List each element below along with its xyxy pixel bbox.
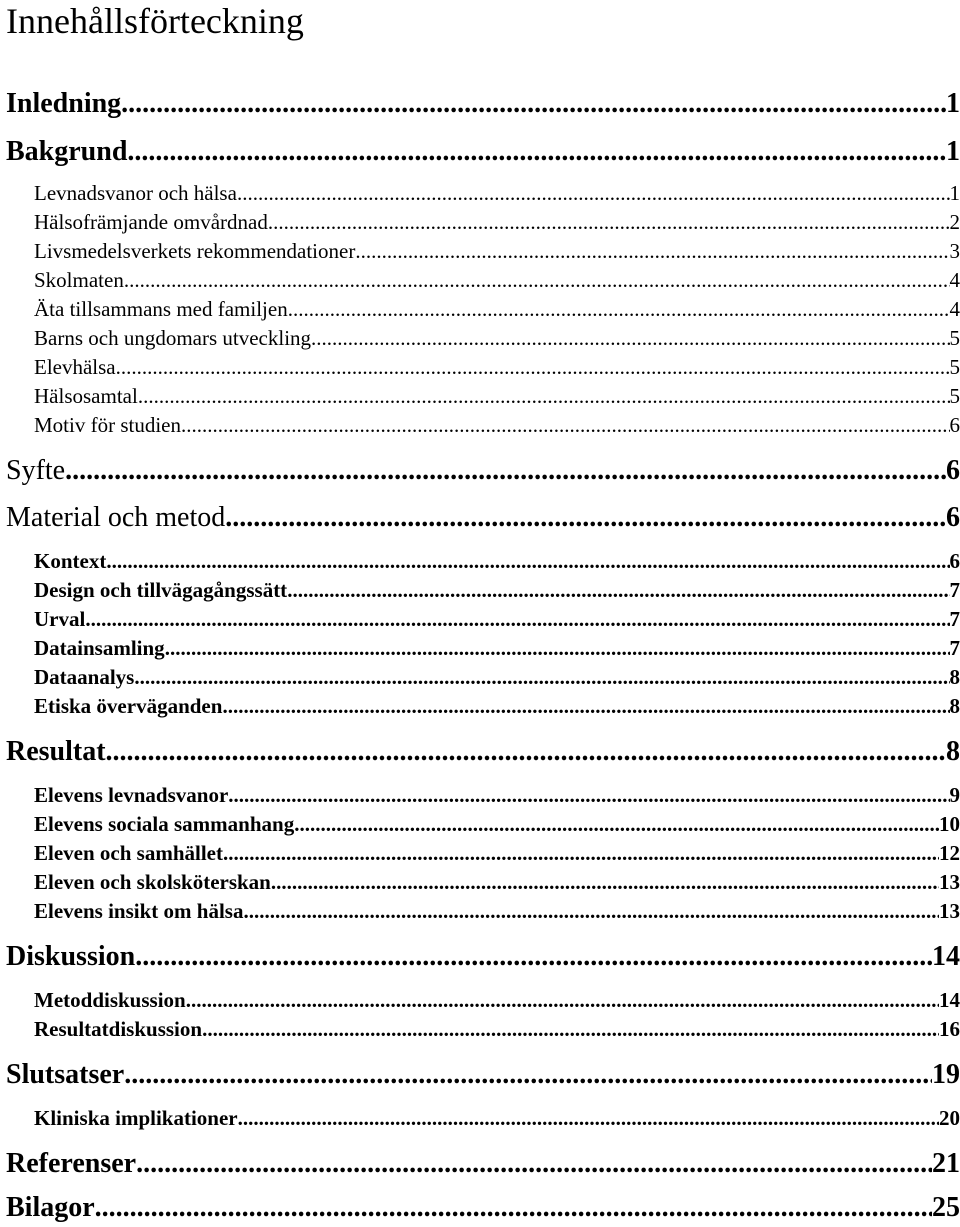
toc-entry-halsosamtal[interactable]: [34, 383, 960, 409]
toc-entry-page: 13: [939, 899, 960, 923]
toc-entry-label: Bakgrund: [6, 136, 128, 167]
dot-leader: [268, 209, 950, 235]
dot-leader: [271, 869, 939, 895]
toc-entry-page: 6: [949, 413, 960, 437]
toc-entry-label: Dataanalys: [34, 665, 135, 689]
toc-entry-page: 20: [939, 1106, 960, 1130]
dot-leader: [135, 941, 932, 973]
toc-entry-label: Metoddiskussion: [34, 988, 186, 1012]
toc-entry-page: 21: [932, 1148, 960, 1179]
toc-entry-label: Diskussion: [6, 941, 136, 972]
toc-entry-label: Elevens levnadsvanor: [34, 783, 229, 807]
dot-leader: [138, 383, 950, 409]
dot-leader: [124, 1059, 932, 1091]
toc-entry-page: 4: [949, 268, 960, 292]
toc-entry-page: 1: [946, 136, 960, 167]
page-title: Innehållsförteckning: [6, 1, 304, 41]
toc-entry-etiska[interactable]: [34, 693, 960, 719]
toc-entry-kontext[interactable]: [34, 548, 960, 574]
toc-entry-elevens-levnadsvanor[interactable]: [34, 782, 960, 808]
toc-entry-kliniska-implikationer[interactable]: [34, 1105, 960, 1131]
dot-leader: [85, 606, 949, 632]
toc-entry-label: Kliniska implikationer: [34, 1106, 238, 1130]
toc-entry-label: Kontext: [34, 549, 107, 573]
toc-entry-livsmedelsverket[interactable]: [34, 238, 960, 264]
toc-entry-material-metod[interactable]: [6, 502, 960, 534]
toc-entry-levnadsvanor[interactable]: [34, 180, 960, 206]
toc-entry-page: 14: [932, 941, 960, 972]
toc-entry-label: Äta tillsammans med familjen: [34, 297, 288, 321]
dot-leader: [202, 1016, 939, 1042]
toc-entry-label: Eleven och skolsköterskan: [34, 870, 271, 894]
toc-entry-label: Design och tillvägagångssätt: [34, 578, 288, 602]
toc-entry-eleven-skolskoterskan[interactable]: [34, 869, 960, 895]
toc-entry-syfte[interactable]: [6, 455, 960, 487]
toc-entry-page: 4: [949, 297, 960, 321]
toc-entry-dataanalys[interactable]: [34, 664, 960, 690]
toc-entry-page: 3: [949, 239, 960, 263]
toc-entry-label: Elevens sociala sammanhang: [34, 812, 295, 836]
toc-entry-label: Slutsatser: [6, 1059, 125, 1090]
toc-entry-halsoframjande[interactable]: [34, 209, 960, 235]
toc-entry-ata-tillsammans[interactable]: [34, 296, 960, 322]
toc-entry-page: 1: [949, 181, 960, 205]
toc-entry-label: Hälsofrämjande omvårdnad: [34, 210, 268, 234]
toc-entry-label: Resultat: [6, 736, 106, 767]
toc-entry-page: 6: [946, 502, 960, 533]
toc-entry-page: 6: [946, 455, 960, 486]
toc-entry-eleven-samhallet[interactable]: [34, 840, 960, 866]
toc-entry-label: Resultatdiskussion: [34, 1017, 203, 1041]
toc-entry-label: Urval: [34, 607, 86, 631]
dot-leader: [165, 635, 950, 661]
toc-entry-page: 5: [949, 355, 960, 379]
dot-leader: [181, 412, 950, 438]
dot-leader: [294, 811, 939, 837]
toc-entry-page: 12: [939, 841, 960, 865]
toc-entry-page: 16: [939, 1017, 960, 1041]
toc-entry-page: 7: [949, 607, 960, 631]
dot-leader: [106, 736, 946, 768]
toc-entry-label: Motiv för studien: [34, 413, 181, 437]
toc-entry-label: Elevhälsa: [34, 355, 116, 379]
toc-entry-referenser[interactable]: [6, 1148, 960, 1180]
dot-leader: [223, 840, 939, 866]
toc-entry-elevhalsa[interactable]: [34, 354, 960, 380]
toc-entry-motiv[interactable]: [34, 412, 960, 438]
toc-entry-label: Hälsosamtal: [34, 384, 138, 408]
dot-leader: [237, 180, 950, 206]
toc-entry-label: Elevens insikt om hälsa: [34, 899, 244, 923]
toc-entry-page: 8: [949, 694, 960, 718]
toc-entry-label: Etiska överväganden: [34, 694, 223, 718]
dot-leader: [136, 1148, 932, 1180]
toc-entry-label: Inledning: [6, 88, 122, 119]
dot-leader: [225, 502, 946, 534]
toc-entry-label: Bilagor: [6, 1192, 95, 1223]
toc-entry-page: 10: [939, 812, 960, 836]
dot-leader: [238, 1105, 939, 1131]
dot-leader: [95, 1192, 932, 1224]
toc-entry-diskussion[interactable]: [6, 941, 960, 973]
toc-entry-urval[interactable]: [34, 606, 960, 632]
toc-entry-page: 6: [949, 549, 960, 573]
toc-entry-page: 5: [949, 326, 960, 350]
toc-entry-page: 19: [932, 1059, 960, 1090]
toc-entry-label: Barns och ungdomars utveckling: [34, 326, 312, 350]
toc-entry-barns-utveckling[interactable]: [34, 325, 960, 351]
toc-entry-page: 25: [932, 1192, 960, 1223]
dot-leader: [124, 267, 950, 293]
dot-leader: [222, 693, 949, 719]
toc-entry-page: 1: [946, 88, 960, 119]
toc-entry-metoddiskussion[interactable]: [34, 987, 960, 1013]
toc-entry-sociala-sammanhang[interactable]: [34, 811, 960, 837]
toc-entry-page: 7: [949, 636, 960, 660]
toc-entry-page: 5: [949, 384, 960, 408]
toc-entry-page: 2: [949, 210, 960, 234]
dot-leader: [228, 782, 949, 808]
toc-entry-label: Eleven och samhället: [34, 841, 223, 865]
toc-entry-page: 8: [949, 665, 960, 689]
toc-entry-label: Referenser: [6, 1148, 137, 1179]
toc-entry-bilagor[interactable]: [6, 1192, 960, 1224]
toc-entry-label: Levnadsvanor och hälsa: [34, 181, 237, 205]
dot-leader: [311, 325, 949, 351]
toc-entry-label: Livsmedelsverkets rekommendationer: [34, 239, 356, 263]
dot-leader: [134, 664, 949, 690]
toc-entry-design[interactable]: [34, 577, 960, 603]
dot-leader: [186, 987, 939, 1013]
toc-entry-skolmaten[interactable]: [34, 267, 960, 293]
dot-leader: [355, 238, 949, 264]
dot-leader: [121, 88, 946, 120]
toc-entry-datainsamling[interactable]: [34, 635, 960, 661]
toc-entry-page: 9: [949, 783, 960, 807]
toc-entry-insikt-halsa[interactable]: [34, 898, 960, 924]
toc-entry-inledning[interactable]: [6, 88, 960, 120]
dot-leader: [288, 296, 950, 322]
toc-entry-page: 14: [939, 988, 960, 1012]
toc-entry-label: Material och metod: [6, 502, 226, 533]
toc-entry-bakgrund[interactable]: [6, 136, 960, 168]
toc-entry-page: 8: [946, 736, 960, 767]
toc-entry-page: 13: [939, 870, 960, 894]
toc-entry-label: Datainsamling: [34, 636, 165, 660]
dot-leader: [116, 354, 950, 380]
dot-leader: [65, 455, 946, 487]
dot-leader: [106, 548, 949, 574]
dot-leader: [243, 898, 939, 924]
dot-leader: [127, 136, 946, 168]
dot-leader: [287, 577, 949, 603]
toc-entry-slutsatser[interactable]: [6, 1059, 960, 1091]
toc-entry-resultat[interactable]: [6, 736, 960, 768]
toc-entry-page: 7: [949, 578, 960, 602]
toc-entry-label: Syfte: [6, 455, 66, 486]
toc-entry-resultatdiskussion[interactable]: [34, 1016, 960, 1042]
toc-entry-label: Skolmaten: [34, 268, 124, 292]
